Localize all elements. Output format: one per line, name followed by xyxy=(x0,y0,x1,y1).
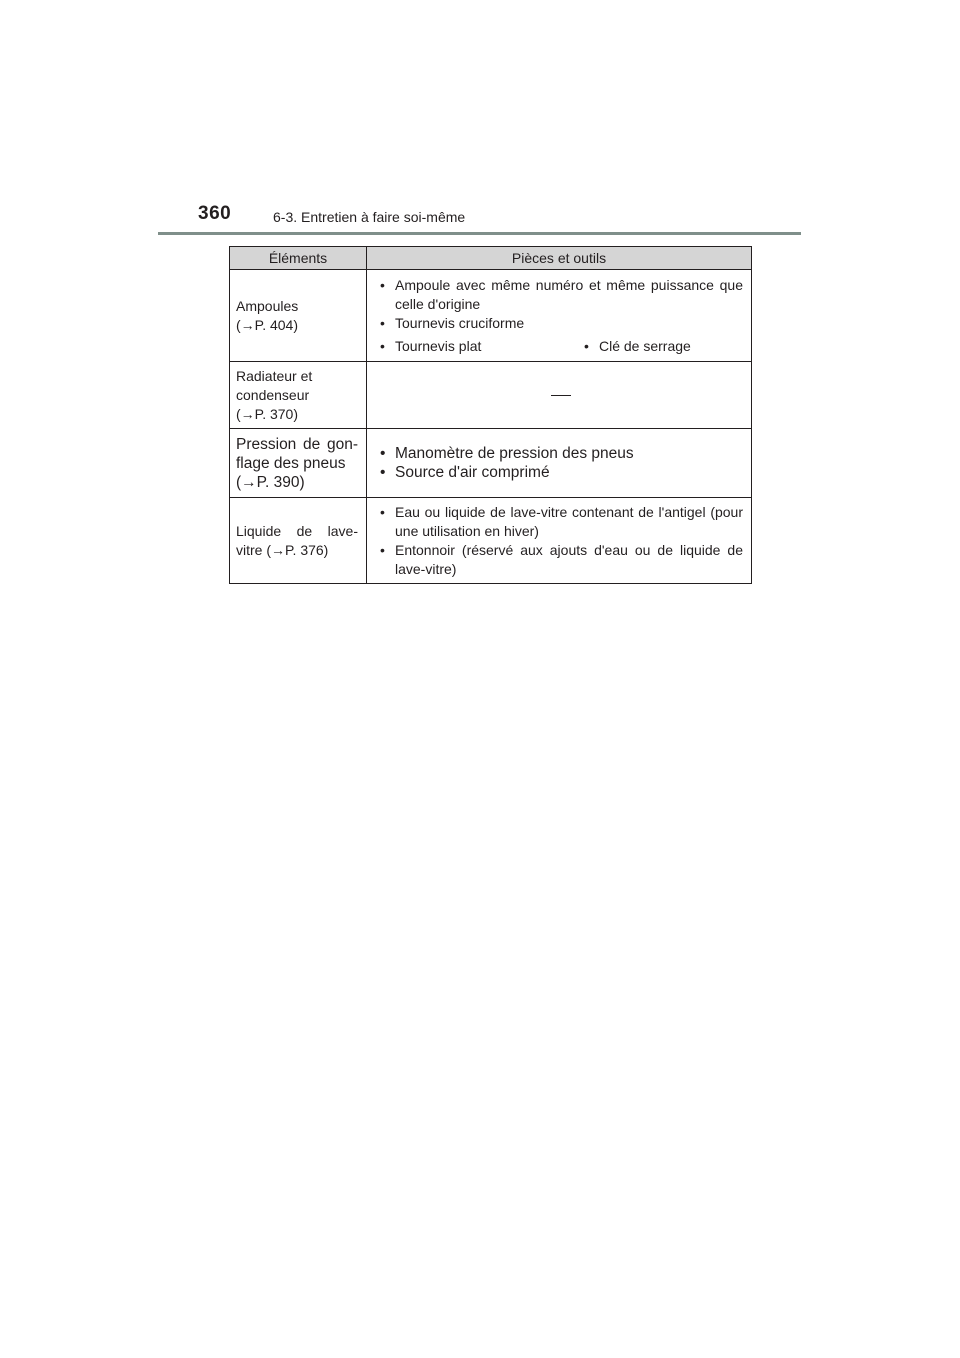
maintenance-tools-table xyxy=(229,246,752,584)
table-row xyxy=(230,498,752,584)
table-row xyxy=(230,270,752,362)
item-name: Pression de gon-flage des pneus xyxy=(236,435,358,472)
item-cell xyxy=(230,498,367,584)
list-item: • Tournevis plat xyxy=(378,337,582,356)
list-item: • Clé de serrage xyxy=(582,337,691,356)
parts-list-pair xyxy=(378,337,743,356)
list-item: • Entonnoir (réservé aux ajouts d'eau ou de liquide de lave-vitre) xyxy=(378,541,743,579)
page-reference: (→P. 404) xyxy=(236,316,298,333)
table-header-row xyxy=(230,247,752,270)
parts-cell xyxy=(367,498,752,584)
table-row xyxy=(230,362,752,429)
item-cell xyxy=(230,270,367,362)
item-cell xyxy=(230,362,367,429)
list-item: • Eau ou liquide de lave-vitre contenant de l'antigel (pour une utilisation en hiver) xyxy=(378,503,743,541)
list-item: • Tournevis cruciforme xyxy=(378,314,743,333)
page-reference: (→P. 390) xyxy=(236,473,305,491)
page-reference: (→P. 376) xyxy=(266,541,329,558)
empty-dash xyxy=(551,395,571,396)
parts-cell xyxy=(367,429,752,498)
list-item: • Ampoule avec même numéro et même puissance que celle d'origine xyxy=(378,276,743,314)
table-row xyxy=(230,429,752,498)
column-header-items: Éléments xyxy=(230,247,367,270)
parts-cell xyxy=(367,362,752,429)
section-title: 6-3. Entretien à faire soi-même xyxy=(273,209,466,225)
parts-list xyxy=(378,503,743,579)
column-header-parts: Pièces et outils xyxy=(367,247,752,270)
item-name: Radiateur et xyxy=(236,367,313,384)
page-reference: (→P. 370) xyxy=(236,405,298,422)
item-name: condenseur xyxy=(236,386,310,403)
parts-cell xyxy=(367,270,752,362)
parts-list xyxy=(378,444,743,482)
parts-list xyxy=(378,276,743,333)
list-item: • Source d'air comprimé xyxy=(378,463,743,482)
page-number: 360 xyxy=(198,203,232,224)
item-name: Ampoules xyxy=(236,297,299,314)
header-rule xyxy=(158,232,801,235)
list-item: • Manomètre de pression des pneus xyxy=(378,444,743,463)
item-name: Liquide de lave-vitre xyxy=(236,522,358,558)
item-cell xyxy=(230,429,367,498)
